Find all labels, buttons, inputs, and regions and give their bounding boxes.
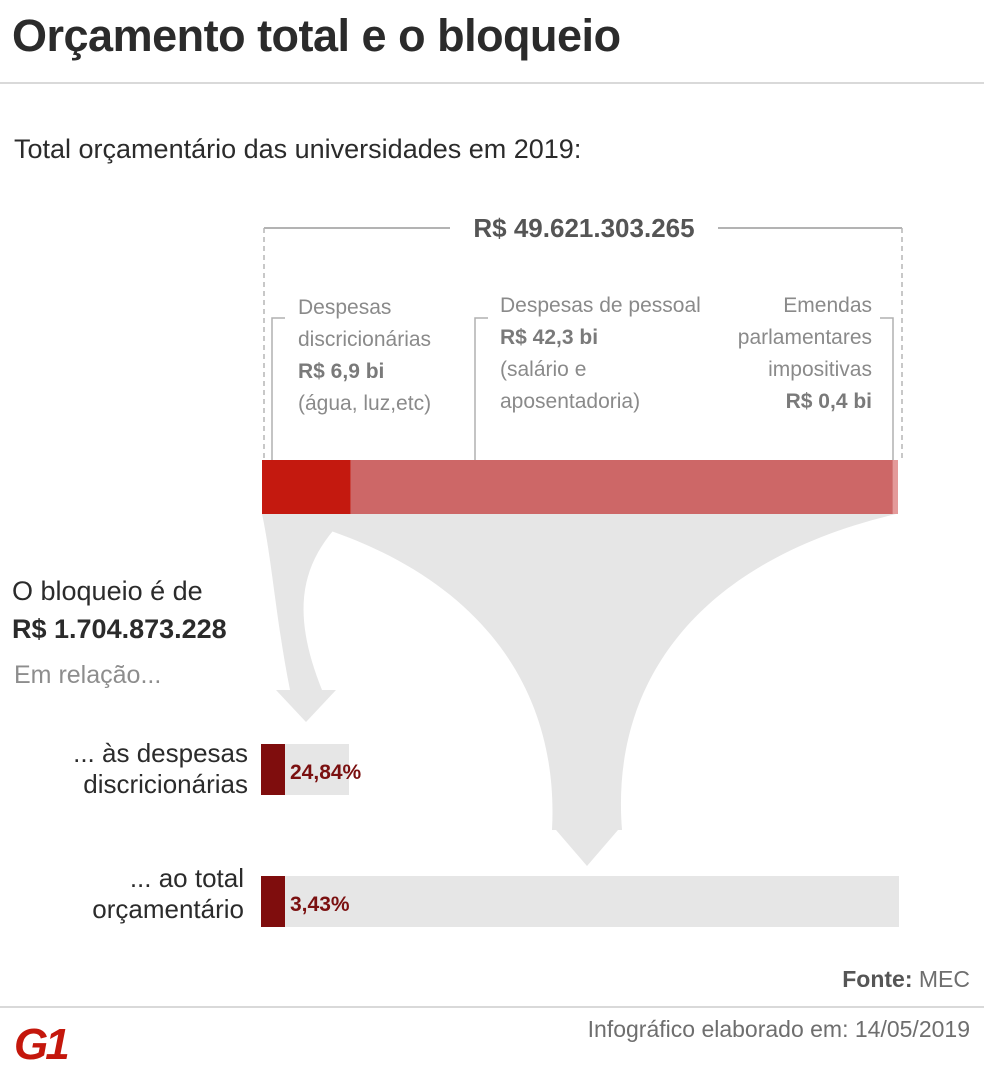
comparison-label-total bbox=[92, 863, 244, 925]
comparison-label-total-line1: ... ao total bbox=[129, 863, 244, 893]
comparison-pct-total: 3,43% bbox=[290, 893, 350, 916]
category-amendments-line3: impositivas bbox=[768, 358, 872, 381]
flow-to-total bbox=[272, 514, 896, 866]
category-amendments-value: R$ 0,4 bi bbox=[785, 390, 872, 413]
flow-to-discretionary bbox=[262, 514, 349, 722]
comparison-track-total bbox=[261, 876, 899, 927]
comparison-label-discretionary-line1: ... às despesas bbox=[73, 738, 248, 768]
chart-subtitle: Total orçamentário das universidades em 2019: bbox=[14, 134, 582, 164]
relation-label: Em relação... bbox=[14, 661, 162, 689]
category-discretionary-line1: Despesas bbox=[298, 296, 392, 319]
category-personnel-value: R$ 42,3 bi bbox=[500, 326, 599, 349]
category-personnel-line1: Despesas de pessoal bbox=[500, 294, 701, 317]
comparison-pct-discretionary: 24,84% bbox=[290, 761, 362, 784]
category-amendments bbox=[738, 290, 872, 418]
category-discretionary-line2: discricionárias bbox=[298, 328, 432, 351]
category-discretionary bbox=[298, 292, 431, 420]
stacked-budget-bar bbox=[262, 460, 898, 514]
g1-logo bbox=[14, 1022, 76, 1064]
category-amendments-line1: Emendas bbox=[783, 294, 872, 317]
footer-divider bbox=[0, 1006, 984, 1008]
comparison-bar-discretionary bbox=[261, 744, 285, 795]
comparison-label-total-line2: orçamentário bbox=[92, 894, 244, 924]
page-title: Orçamento total e o bloqueio bbox=[12, 10, 621, 61]
comparison-label-discretionary bbox=[73, 738, 248, 800]
source-note bbox=[842, 966, 970, 993]
blockage-value: R$ 1.704.873.228 bbox=[12, 614, 227, 644]
category-personnel bbox=[500, 290, 701, 418]
blockage-heading: O bloqueio é de bbox=[12, 576, 203, 606]
source-value: MEC bbox=[918, 966, 970, 992]
comparison-label-discretionary-line2: discricionárias bbox=[83, 769, 248, 799]
infographic-date: Infográfico elaborado em: 14/05/2019 bbox=[587, 1016, 970, 1042]
comparison-bar-total bbox=[261, 876, 285, 927]
stack-segment-amendments bbox=[893, 460, 898, 514]
source-label: Fonte: bbox=[842, 966, 913, 992]
stack-segment-personnel bbox=[350, 460, 892, 514]
category-personnel-note1: (salário e bbox=[500, 358, 587, 381]
g1-logo-text: G1 bbox=[14, 1022, 67, 1064]
category-discretionary-note: (água, luz,etc) bbox=[298, 392, 432, 415]
stack-segment-discretionary bbox=[262, 460, 350, 514]
total-value-label: R$ 49.621.303.265 bbox=[473, 213, 695, 243]
category-personnel-note2: aposentadoria) bbox=[500, 390, 641, 413]
category-discretionary-value: R$ 6,9 bi bbox=[298, 360, 385, 383]
category-amendments-line2: parlamentares bbox=[737, 326, 872, 349]
